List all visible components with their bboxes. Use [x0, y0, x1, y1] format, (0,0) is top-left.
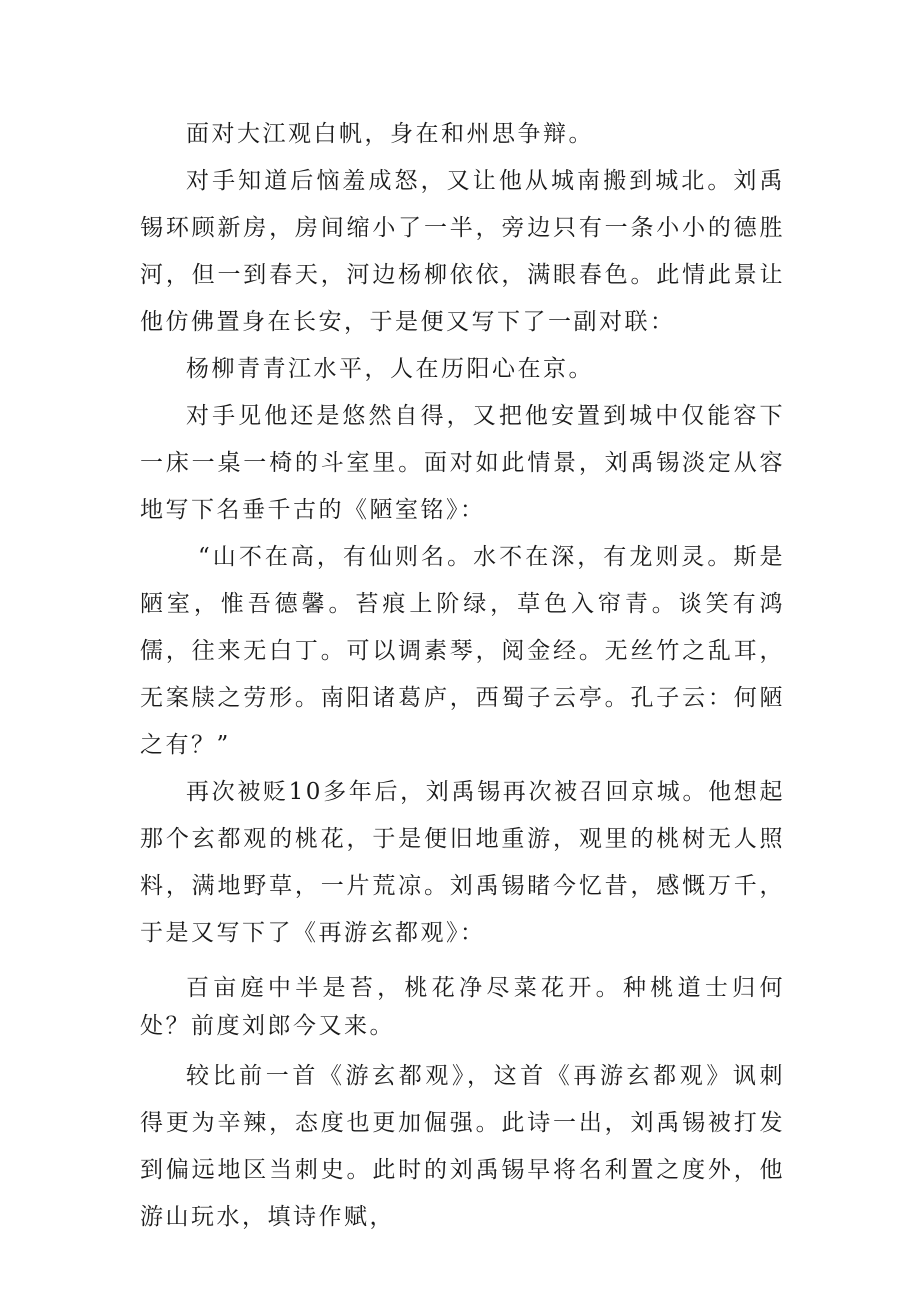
- paragraph-verse-couplet: 面对大江观白帆，身在和州思争辩。: [186, 121, 594, 147]
- paragraph-quote-loushiming: “山不在高，有仙则名。水不在深，有龙则灵。斯是陋室，惟吾德馨。苔痕上阶绿，草色入帘青。谈笑有鸿儒，往来无白丁。可以调素琴，阅金经。无丝竹之乱耳，无案牍之劳形。南阳诸葛庐，西蜀子云亭。孔子云：何陋之有？”: [140, 544, 785, 758]
- paragraph-narrative-small-room: 对手见他还是悠然自得，又把他安置到城中仅能容下一床一桌一椅的斗室里。面对如此情景，刘禹锡淡定从容地写下名垂千古的《陋室铭》：: [140, 403, 785, 523]
- paragraph-verse-couplet: 杨柳青青江水平，人在历阳心在京。: [186, 356, 594, 382]
- paragraph-narrative-return: 再次被贬10多年后，刘禹锡再次被召回京城。他想起那个玄都观的桃花，于是便旧地重游，观里的桃树无人照料，满地野草，一片荒凉。刘禹锡睹今忆昔，感慨万千，于是又写下了《再游玄都观》：: [140, 779, 785, 946]
- paragraph-narrative-comparison: 较比前一首《游玄都观》，这首《再游玄都观》讽刺得更为辛辣，态度也更加倔强。此诗一出，刘禹锡被打发到偏远地区当刺史。此时的刘禹锡早将名利置之度外，他游山玩水，填诗作赋，: [140, 1063, 785, 1230]
- paragraph-poem-revisit: 百亩庭中半是苔，桃花净尽菜花开。种桃道士归何处？前度刘郎今又来。: [140, 975, 785, 1039]
- paragraph-narrative-move-north: 对手知道后恼羞成怒，又让他从城南搬到城北。刘禹锡环顾新房，房间缩小了一半，旁边只有一条小小的德胜河，但一到春天，河边杨柳依依，满眼春色。此情此景让他仿佛置身在长安，于是便又写下了一副对联：: [140, 168, 785, 335]
